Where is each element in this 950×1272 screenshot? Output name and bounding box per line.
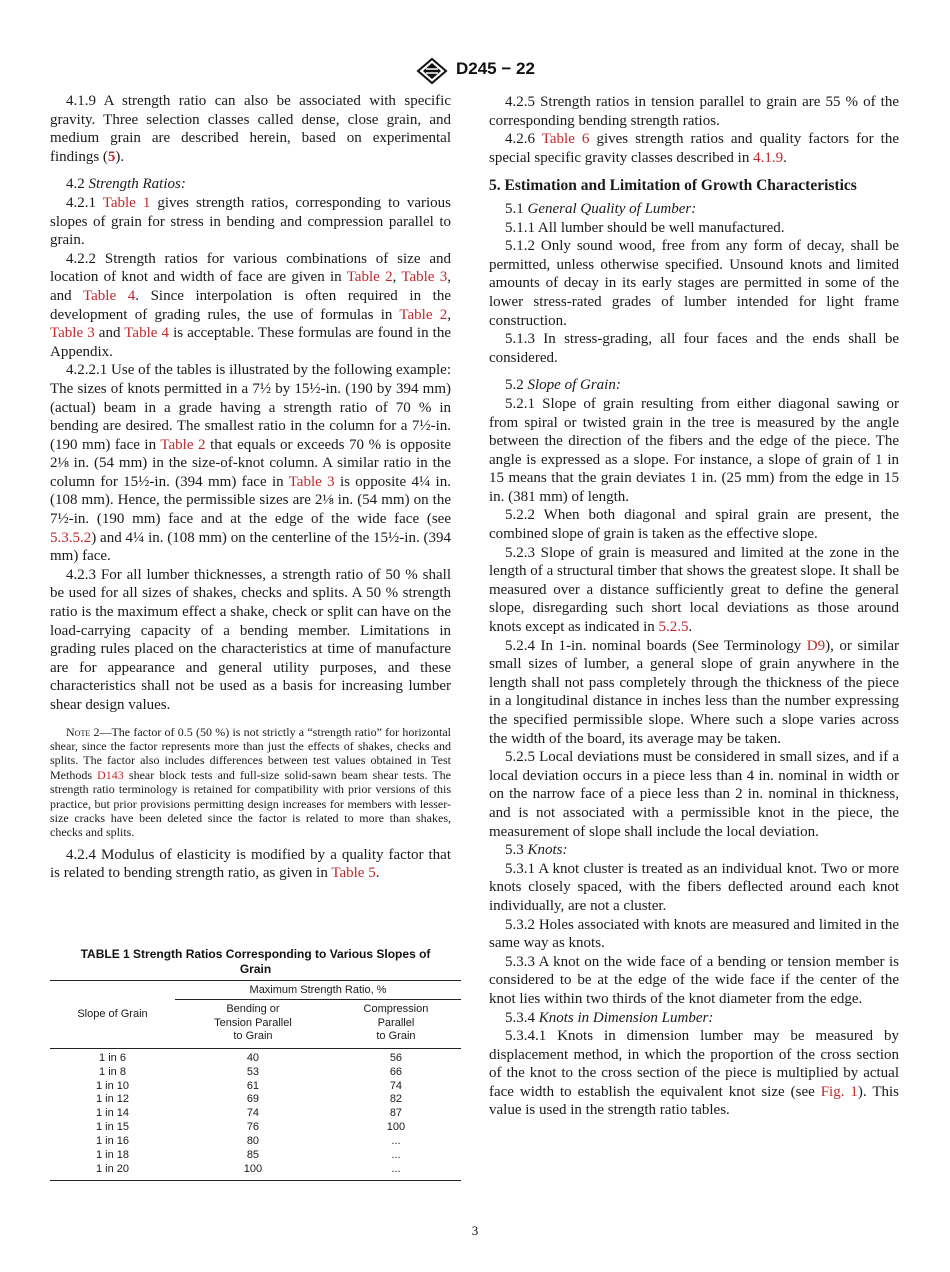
- d9-link[interactable]: D9: [806, 637, 826, 654]
- section-4-1-9-link[interactable]: 4.1.9: [753, 149, 784, 166]
- table-row: 1 in 12 69 82: [95, 1093, 403, 1106]
- paragraph-4-2-6: 4.2.6 Table 6 gives strength ratios and quality factors for the special specific gravity classes described in 4.1.9.: [489, 131, 899, 166]
- note-2: Note 2—The factor of 0.5 (50 %) is not strictly a “strength ratio” for horizontal shear, since the factor represents more than just the effects of shakes, checks and splits. The factor also includes differences between test values obtained in Test Methods D143 shear block tests and full-size solid-sawn beam shear tests. The strength ratio terminology is retained for compatibility with prior versions of this practice, but prior provisions permitting design increases for members with lesser-size cracks have been deleted since the factor is related to more than shakes, checks and splits.: [50, 724, 452, 840]
- table-row: 1 in 20 100 ...: [50, 1163, 461, 1180]
- table-2-link[interactable]: Table 2: [399, 306, 448, 323]
- table-row: 1 in 15 76 100: [95, 1121, 406, 1134]
- document-id: D245 − 22: [456, 59, 535, 78]
- heading-5-3: 5.3 Knots:: [505, 842, 568, 859]
- paragraph-5-3-4-1: 5.3.4.1 Knots in dimension lumber may be measured by displacement method, in which the proportion of the cross section of the knot to the cross section of the piece is multiplied by actual face width to establish the equivalent knot size (see Fig. 1). This value is used in the strength ratio tables.: [489, 1028, 899, 1119]
- table-row: 1 in 8 53 66: [99, 1065, 403, 1078]
- table-row: 1 in 6 40 56: [99, 1051, 403, 1064]
- paragraph-5-1-2: 5.1.2 Only sound wood, free from any form of decay, shall be permitted, unless otherwise specified. Unsound knots and limited amounts of decay in its early stages are permitted in some of the lower stress-rated grades of lumber intended for light frame construction.: [489, 238, 899, 329]
- paragraph-4-2-1: 4.2.1 Table 1 gives strength ratios, corresponding to various slopes of grain for stress in bending and compression parallel to grain.: [50, 194, 451, 249]
- column-header-bending: Bending or Tension Parallel to Grain: [175, 1000, 331, 1049]
- paragraph-4-2-4: 4.2.4 Modulus of elasticity is modified by a quality factor that is related to bending strength ratio, as given in Table 5.: [50, 846, 451, 882]
- section-5-heading: 5. Estimation and Limitation of Growth Characteristics: [489, 177, 857, 195]
- paragraph-5-3-3: 5.3.3 A knot on the wide face of a bending or tension member is considered to be at the edge of the wide face if the center of the knot lies within two thirds of the knot diameter from the edge.: [489, 953, 899, 1007]
- paragraph-4-2-3: 4.2.3 For all lumber thicknesses, a strength ratio of 50 % shall be used for all sizes of shakes, checks and splits. A 50 % strength ratio is the maximum effect a shake, check or split can have on the load-carrying capacity of a bending member. Limitations in grading rules placed on the characteristics at time of manufacture are for appearance and general utility purposes, and these characteristics shall not be used as a basis for increasing lumber shear design values.: [50, 566, 451, 713]
- table-2-link[interactable]: Table 2: [160, 436, 206, 453]
- table-4-link[interactable]: Table 4: [124, 325, 169, 342]
- paragraph-5-3-2: 5.3.2 Holes associated with knots are measured and limited in the same way as knots.: [489, 916, 899, 952]
- column-header-slope: Slope of Grain: [50, 981, 175, 1049]
- section-5-3-5-2-link[interactable]: 5.3.5.2: [50, 529, 92, 546]
- table-3-link[interactable]: Table 3: [401, 269, 448, 286]
- table-1-link[interactable]: Table 1: [102, 194, 151, 211]
- d143-link[interactable]: D143: [97, 767, 124, 782]
- paragraph-5-2-3: 5.2.3 Slope of grain is measured and limited at the zone in the length of a structural timber that shows the greatest slope. It shall be measured over a distance sufficiently great to define the general slope, disregarding such short local deviations as those around knots except as indicated in 5.2.5.: [489, 544, 899, 636]
- table-3-link[interactable]: Table 3: [288, 473, 335, 490]
- fig-1-link[interactable]: Fig. 1: [820, 1083, 858, 1100]
- table-row: 1 in 16 80 ...: [95, 1135, 401, 1148]
- table-1: [50, 947, 461, 1181]
- column-header-group: Maximum Strength Ratio, %: [175, 981, 461, 1000]
- table-4-link[interactable]: Table 4: [83, 287, 136, 304]
- page-header: [0, 57, 950, 87]
- table-5-link[interactable]: Table 5: [331, 865, 376, 882]
- section-5-2-5-link[interactable]: 5.2.5: [658, 619, 689, 636]
- paragraph-5-2-5: 5.2.5 Local deviations must be considered in small sizes, and if a local deviation occurs in a piece less than 4 in. nominal in width or on the narrow face of a piece less than 2 in. nominal in thickness, and is not associated with a permissible knot in the piece, the measurement of slope shall include the local deviation.: [489, 749, 899, 840]
- reference-link[interactable]: 5: [107, 148, 116, 165]
- table-row: 1 in 18 85 ...: [95, 1149, 401, 1162]
- heading-5-2: 5.2 Slope of Grain:: [505, 377, 621, 394]
- column-header-compression: Compression Parallel to Grain: [331, 1000, 461, 1049]
- paragraph-4-2-5: 4.2.5 Strength ratios in tension parallel to grain are 55 % of the corresponding bending strength ratios.: [489, 94, 899, 129]
- heading-5-3-4: 5.3.4 Knots in Dimension Lumber:: [505, 1009, 714, 1026]
- strength-ratio-table: [50, 980, 461, 1181]
- paragraph-5-2-4: 5.2.4 In 1-in. nominal boards (See Terminology D9), or similar small sizes of lumber, a general slope of grain anywhere in the length shall not pass completely through the thickness of the piece in a longitudinal distance in inches less than the number expressing the specified permissible slope. Where such a slope varies across the width of the board, its average may be taken.: [489, 637, 900, 747]
- left-column: [50, 92, 451, 883]
- table-6-link[interactable]: Table 6: [541, 131, 590, 148]
- table-row: 1 in 10 61 74: [95, 1079, 403, 1092]
- paragraph-4-2-2-1: 4.2.2.1 Use of the tables is illustrated by the following example: The sizes of knots permitted in a 7½ by 15½-in. (190 by 394 mm) (actual) beam in a grade having a strength ratio of 70 % in bending are desired. The smallest ratio in the column for a 7½-in. (190 mm) face in Table 2 that equals or exceeds 70 % is opposite 2⅛ in. (54 mm) in the size-of-knot column. A similar ratio in the column for 15½-in. (394 mm) face in Table 3 is opposite 4¼ in. (108 mm). Hence, the permissible sizes are 2⅛ in. (54 mm) on the 7½-in. (190 mm) face and at the edge of the wide face (see 5.3.5.2) and 4¼ in. (108 mm) on the centerline of the 15½-in. (394 mm) face.: [50, 362, 451, 565]
- paragraph-4-2-2: 4.2.2 Strength ratios for various combinations of size and location of knot and width of face are given in Table 2, Table 3, and Table 4. Since interpolation is often required in the development of grading rules, the use of formulas in Table 2, Table 3 and Table 4 is acceptable. These formulas are found in the Appendix.: [50, 250, 451, 360]
- paragraph-5-2-1: 5.2.1 Slope of grain resulting from either diagonal sawing or from spiral or twisted grain in the tree is measured by the angle between the direction of the fibers and the edge of the piece. The angle is expressed as a slope. For instance, a slope of grain of 1 in 15 means that the grain deviates 1 in. (25 mm) from the edge in 15 in. (381 mm) of length.: [489, 395, 899, 505]
- heading-4-2: 4.2 Strength Ratios:: [66, 176, 186, 193]
- paragraph-5-1-3: 5.1.3 In stress-grading, all four faces and the ends shall be considered.: [489, 331, 899, 366]
- paragraph-5-1-1: 5.1.1 All lumber should be well manufactured.: [505, 219, 785, 236]
- paragraph-5-3-1: 5.3.1 A knot cluster is treated as an individual knot. Two or more knots closely spaced, with the fibers deflected around each knot individually, are not a cluster.: [489, 860, 899, 914]
- astm-logo-icon: [414, 57, 450, 85]
- right-column: [489, 93, 899, 1120]
- table-2-link[interactable]: Table 2: [346, 269, 393, 286]
- heading-5-1: 5.1 General Quality of Lumber:: [505, 200, 697, 217]
- paragraph-4-1-9: 4.1.9 A strength ratio can also be associated with specific gravity. Three selection classes called dense, close grain, and medium grain are described herein, based on experimental findings (5).: [50, 93, 451, 165]
- table-3-link[interactable]: Table 3: [50, 325, 95, 342]
- page-number: 3: [471, 1223, 479, 1238]
- paragraph-5-2-2: 5.2.2 When both diagonal and spiral grain are present, the combined slope of grain is taken as the effective slope.: [489, 507, 899, 543]
- table-1-title: TABLE 1 Strength Ratios Corresponding to Various Slopes of Grain: [80, 947, 431, 976]
- table-row: 1 in 14 74 87: [95, 1107, 403, 1120]
